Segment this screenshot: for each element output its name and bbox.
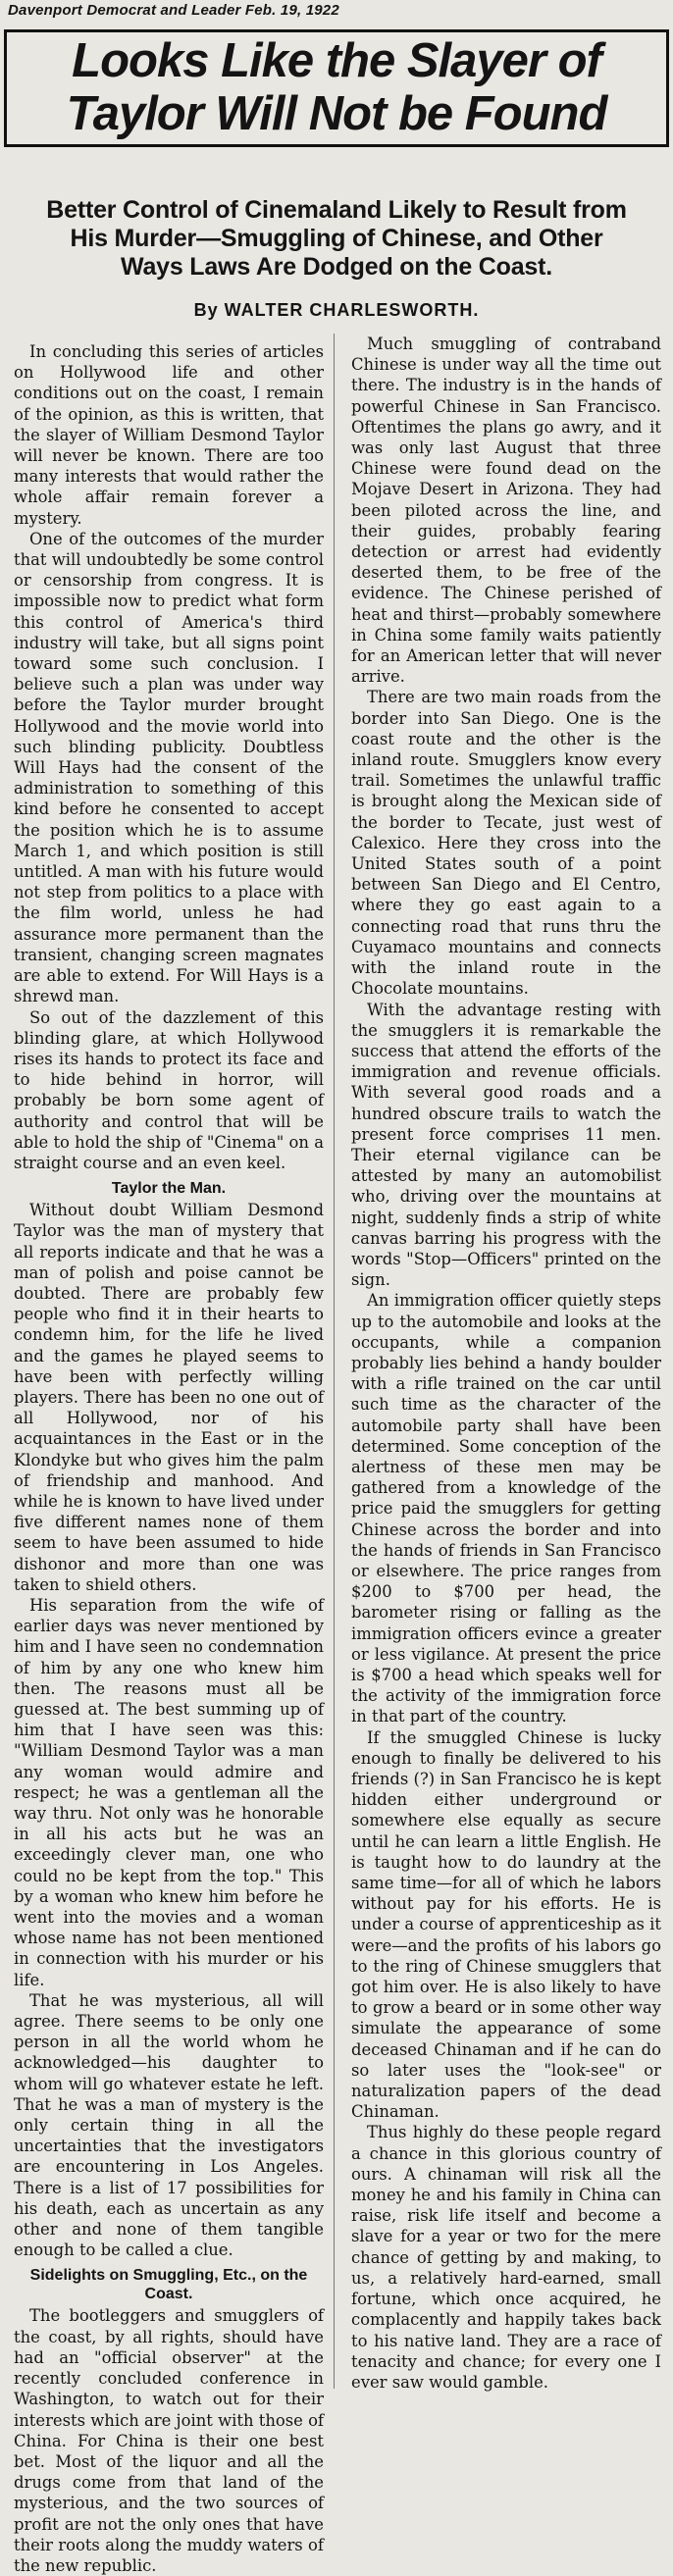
- paragraph: There are two main roads from the border into San Diego. One is the coast route and the other is the inland route. Smugglers know every trail. Sometimes the unlawful traffic is brought along the Mexican side of the border to Tecate, just west of Calexico. Here they cross into the United States south of a point between San Diego and El Centro, where they go east again to a connecting road that runs thru the Cuyamaco mountains and connects with the inland route in the Chocolate mountains.: [351, 688, 661, 999]
- paragraph: His separation from the wife of earlier days was never mentioned by him and I have seen no condemnation of him by any one who knew him then. The reasons must all be guessed at. The best summing up of him that I have seen was this: "William Desmond Taylor was a man any woman would admire and respect; he was a gentleman all the way thru. Not only was he honorable in all his acts but he was an exceedingly clever man, one who could no be kept from the top." This by a woman who knew him before he went into the movies and a woman whose name has not been mentioned in connection with his murder or his life.: [14, 1595, 324, 1989]
- right-column: [351, 334, 661, 2393]
- subheadline-deck: [20, 196, 653, 282]
- headline-line-1: Looks Like the Slayer of: [72, 34, 601, 87]
- paragraph: Thus highly do these people regard a chance in this glorious country of ours. A chinaman will risk all the money he and his family in China can raise, risk life itself and become a slave for a year or two for the mere chance of getting by and making, to us, a relatively hard-earned, small fortune, which once acquired, he complacently and happily takes back to his native land. They are a race of tenacity and chance; for every one I ever saw would gamble.: [351, 2123, 661, 2392]
- paragraph: So out of the dazzlement of this blinding glare, at which Hollywood rises its hands to protect its face and to hide behind in horror, will probably be born some agent of authority and control that will be able to hold the ship of "Cinema" on a straight course and an even keel.: [14, 1007, 324, 1172]
- section-heading-smuggling: Sidelights on Smuggling, Etc., on the Coast.: [29, 2267, 308, 2303]
- masthead: Davenport Democrat and Leader Feb. 19, 1922: [8, 2, 339, 19]
- paragraph: If the smuggled Chinese is lucky enough to finally be delivered to his friends (?) in San Francisco he is kept hidden either underground or somewhere else equally as secure until he can learn a little English. He is taught how to do laundry at the same time—for all of which he labors without pay for his efforts. He is under a course of apprenticeship as it were—and the profits of his labors go to the ring of Chinese smugglers that got him over. He is also likely to have to grow a beard or in some other way simulate the appearance of some deceased Chinaman and if he can do so later uses the "look-see" or naturalization papers of the dead Chinaman.: [351, 1727, 661, 2122]
- column-divider: [334, 334, 335, 2389]
- paragraph: Much smuggling of contraband Chinese is under way all the time out there. The industry is in the hands of powerful Chinese in San Francisco. Oftentimes the plans go awry, and it was only last August that three Chinese were found dead on the Mojave Desert in Arizona. They had been piloted across the line, and their guides, probably fearing detection or arrest had evidently deserted them, to be free of the evidence. The Chinese perished of heat and thirst—probably somewhere in China some family waits patiently for an American letter that will never arrive.: [351, 335, 661, 687]
- paragraph: The bootleggers and smugglers of the coast, by all rights, should have had an "official observer" at the recently concluded conference in Washington, to watch out for their interests which are joint with those of China. For China is their one best bet. Most of the liquor and all the drugs come from that land of the mysterious, and the two sources of profit are not the only ones that have their roots along the muddy waters of the new republic.: [14, 2306, 324, 2575]
- paragraph: That he was mysterious, all will agree. There seems to be only one person in all the world whom he acknowledged—his daughter to whom will go whatever estate he left. That he was a man of mystery is the only certain thing in all the uncertainties that the investigators are encountering in Los Angeles. There is a list of 17 possibilities for his death, each as uncertain as any other and none of them tangible enough to be called a clue.: [14, 1990, 324, 2260]
- deck-line-2: His Murder—Smuggling of Chinese, and Other: [70, 225, 603, 252]
- headline: [4, 29, 669, 147]
- paragraph: One of the outcomes of the murder that will undoubtedly be some control or censorship from congress. It is impossible now to predict what form this control of America's third industry will take, but all signs point toward some such conclusion. I believe such a plan was under way before the Taylor murder brought Hollywood and the movie world into such blinding publicity. Doubtless Will Hays had the consent of the administration to something of this kind before he consented to accept the position which he is to assume March 1, and which position is still untitled. A man with his future would not step from politics to a place with the film world, unless he had assurance more permanent than the transient, changing screen magnates are able to extend. For Will Hays is a shrewd man.: [14, 529, 324, 1006]
- deck-line-3: Ways Laws Are Dodged on the Coast.: [120, 253, 553, 281]
- paragraph: Without doubt William Desmond Taylor was the man of mystery that all reports indicate and that he was a man of polish and poise cannot be doubted. There are probably few people who find it in their hearts to condemn him, for the life he lived and the games he played seems to have been with perfectly willing players. There has been no one out of all Hollywood, nor of his acquaintances in the East or in the Klondyke but who gives him the palm of friendship and manhood. And while he is known to have lived under five different names none of them seem to have been assumed to hide dishonor and more than one was taken to shield others.: [14, 1201, 324, 1594]
- paragraph: With the advantage resting with the smugglers it is remarkable the success that attend the efforts of the immigration and revenue officials. With several good roads and a hundred obscure trails to watch the present force comprises 11 men. Their eternal vigilance can be attested by many an automobilist who, driving over the mountains at night, suddenly finds a strip of white canvas barring his progress with the words "Stop—Officers" printed on the sign.: [351, 1000, 661, 1290]
- section-heading-taylor-the-man: Taylor the Man.: [111, 1180, 227, 1198]
- deck-line-1: Better Control of Cinemaland Likely to Result from: [46, 196, 627, 224]
- byline: By WALTER CHARLESWORTH.: [193, 300, 480, 320]
- paragraph: In concluding this series of articles on Hollywood life and other conditions out on the coast, I remain of the opinion, as this is written, that the slayer of William Desmond Taylor will never be known. There are too many interests that would rather the whole affair remain forever a mystery.: [14, 342, 324, 528]
- left-column: [14, 341, 324, 2576]
- headline-line-2: Taylor Will Not be Found: [66, 87, 607, 140]
- paragraph: An immigration officer quietly steps up to the automobile and looks at the occupants, while a companion probably lies behind a handy boulder with a rifle trained on the car until such time as the character of the automobile party shall have been determined. Some conception of the alertness of these men may be gathered from a knowledge of the price paid the smugglers for getting Chinese across the border and into the hands of friends in San Francisco or elsewhere. The price ranges from $200 to $700 per head, the barometer rising or falling as the immigration officers evince a greater or less vigilance. At present the price is $700 a head which speaks well for the activity of the immigration force in that part of the country.: [351, 1291, 661, 1726]
